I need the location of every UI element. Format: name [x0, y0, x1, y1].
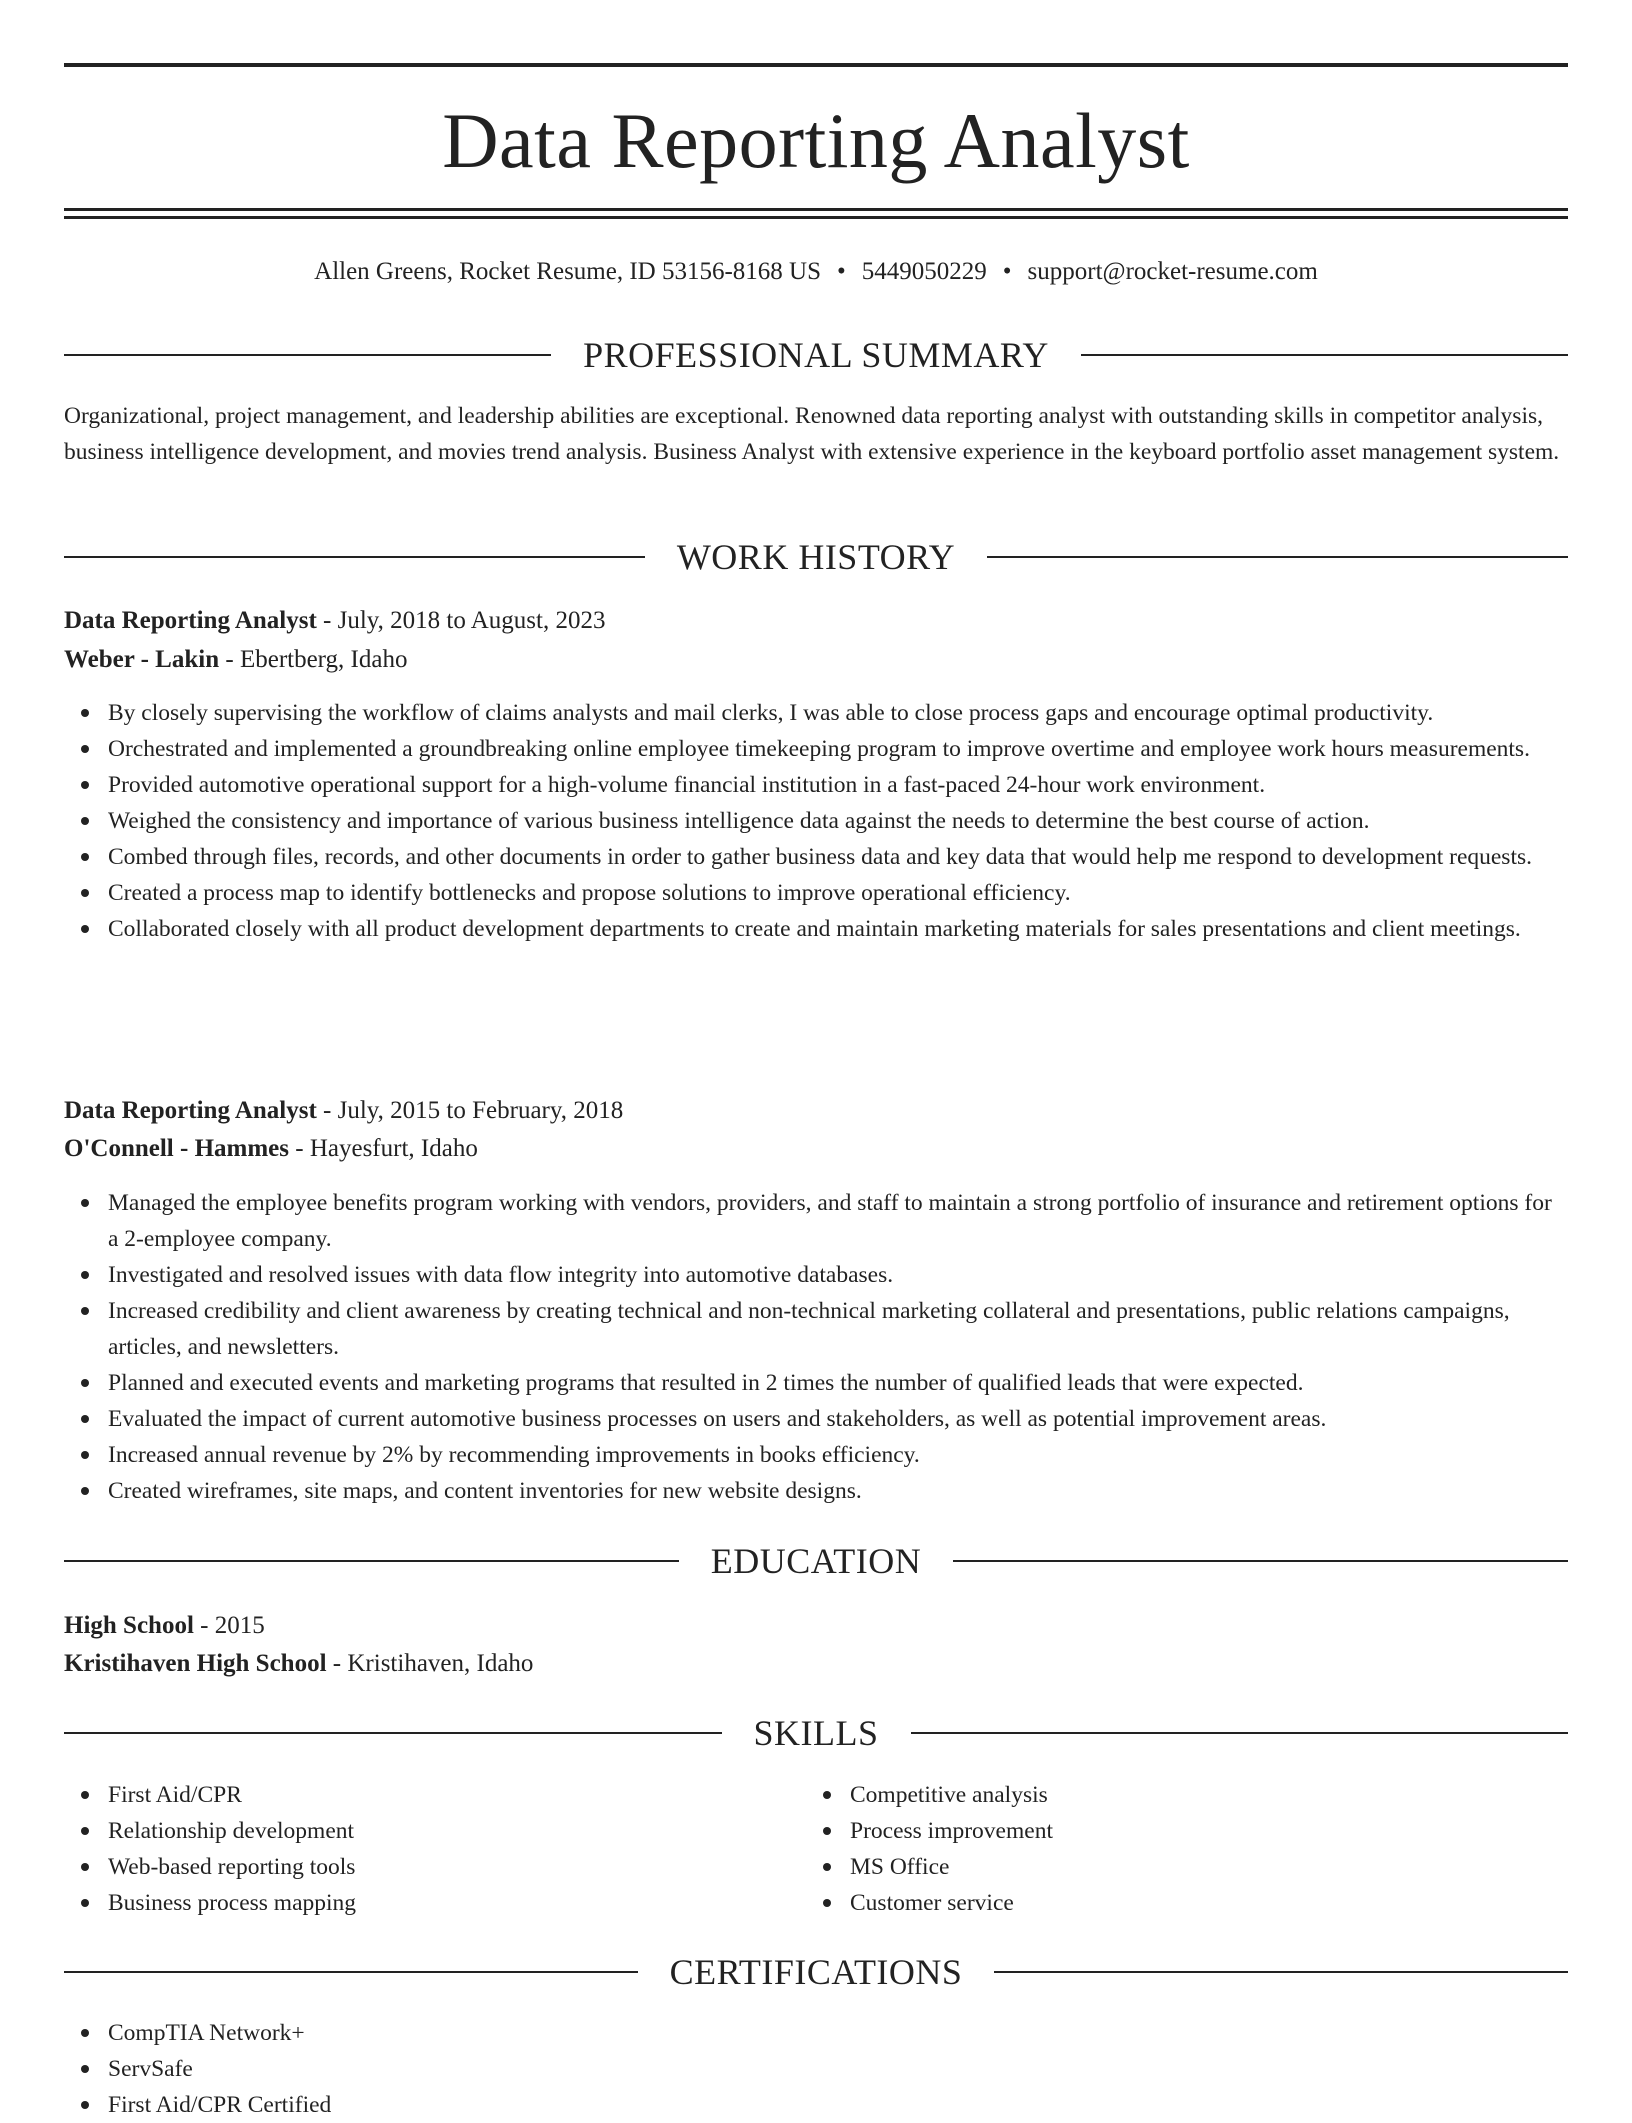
job-bullet: Provided automotive operational support for a high-volume financial institution in a fast-paced 24-hour work environment. [108, 767, 1568, 803]
job-bullet: Evaluated the impact of current automotive business processes on users and stakeholders, as well as potential improvement areas. [108, 1401, 1568, 1437]
section-heading-skills [64, 1711, 1568, 1755]
job-company: O'Connell - Hammes [64, 1135, 289, 1162]
skills-list-right [806, 1777, 1632, 1921]
skill-item: Business process mapping [108, 1885, 1568, 1921]
heading-rule [64, 1732, 722, 1734]
job-title: Data Reporting Analyst [64, 1097, 317, 1124]
job-bullet-list [64, 1185, 1568, 1509]
resume-title: Data Reporting Analyst [442, 97, 1190, 184]
skill-item: Process improvement [850, 1813, 1632, 1849]
job-company-line [64, 1130, 1568, 1168]
job-location: - Ebertberg, Idaho [219, 646, 408, 673]
job-bullet: Created a process map to identify bottlenecks and propose solutions to improve operational efficiency. [108, 875, 1568, 911]
title-rule-upper [64, 208, 1568, 211]
certification-item: CompTIA Network+ [108, 2015, 1568, 2051]
job-bullet: Orchestrated and implemented a groundbreaking online employee timekeeping program to improve overtime and employee work hours measurements. [108, 731, 1568, 767]
job-bullet: Created wireframes, site maps, and content inventories for new website designs. [108, 1473, 1568, 1509]
section-heading-label: WORK HISTORY [676, 537, 956, 577]
heading-rule [64, 1971, 638, 1973]
job-title-line [64, 602, 1568, 640]
job-dates: - July, 2018 to August, 2023 [316, 607, 606, 634]
education-location: - Kristihaven, Idaho [326, 1650, 534, 1677]
contact-address: Allen Greens, Rocket Resume, ID 53156-8168 US [314, 258, 822, 285]
certification-item: First Aid/CPR Certified [108, 2087, 1568, 2123]
job-bullet: Combed through files, records, and other documents in order to gather business data and key data that would help me respond to development requests. [108, 839, 1568, 875]
section-heading-education [64, 1539, 1568, 1583]
heading-rule [64, 1560, 679, 1562]
section-heading-label: EDUCATION [710, 1541, 922, 1581]
job-bullet-list [64, 695, 1568, 947]
section-heading-summary [64, 333, 1568, 377]
job-company-line [64, 641, 1568, 679]
job-dates: - July, 2015 to February, 2018 [316, 1097, 624, 1124]
education-year: - 2015 [193, 1612, 265, 1639]
heading-rule [911, 1732, 1569, 1734]
skill-item: Competitive analysis [850, 1777, 1632, 1813]
section-heading-label: SKILLS [753, 1713, 879, 1753]
contact-phone: 5449050229 [861, 258, 987, 285]
bullet-separator: • [837, 258, 846, 285]
job-bullet: By closely supervising the workflow of claims analysts and mail clerks, I was able to close process gaps and encourage optimal productivity. [108, 695, 1568, 731]
skill-item: Relationship development [108, 1813, 1568, 1849]
job-bullet: Managed the employee benefits program working with vendors, providers, and staff to maintain a strong portfolio of insurance and retirement options for a 2-employee company. [108, 1185, 1568, 1257]
education-degree-line [64, 1607, 1568, 1645]
education-school: Kristihaven High School [64, 1650, 327, 1677]
heading-rule [64, 354, 551, 356]
job-bullet: Weighed the consistency and importance of various business intelligence data against the needs to determine the best course of action. [108, 803, 1568, 839]
section-heading-label: PROFESSIONAL SUMMARY [583, 335, 1049, 375]
job-bullet: Increased credibility and client awareness by creating technical and non-technical marketing collateral and presentations, public relations campaigns, articles, and newsletters. [108, 1293, 1568, 1365]
job-title: Data Reporting Analyst [64, 607, 317, 634]
skill-item: First Aid/CPR [108, 1777, 1568, 1813]
certification-item: ServSafe [108, 2051, 1568, 2087]
skill-item: Customer service [850, 1885, 1632, 1921]
job-bullet: Investigated and resolved issues with data flow integrity into automotive databases. [108, 1257, 1568, 1293]
heading-rule [987, 556, 1568, 558]
job-bullet: Planned and executed events and marketing programs that resulted in 2 times the number of qualified leads that were expected. [108, 1365, 1568, 1401]
bullet-separator: • [1002, 258, 1012, 285]
job-title-line [64, 1092, 1568, 1130]
heading-rule [64, 556, 645, 558]
section-heading-certifications [64, 1950, 1568, 1994]
certifications-list [64, 2015, 1568, 2123]
job-company: Weber - Lakin [64, 646, 220, 673]
title-rule-lower [64, 216, 1568, 219]
section-heading-work-history [64, 535, 1568, 579]
job-bullet: Collaborated closely with all product development departments to create and maintain marketing materials for sales presentations and client meetings. [108, 911, 1568, 947]
job-location: - Hayesfurt, Idaho [289, 1135, 478, 1162]
skill-item: MS Office [850, 1849, 1632, 1885]
summary-text: Organizational, project management, and leadership abilities are exceptional. Renowned data reporting analyst with outstanding skills in competitor analysis, business intelligence development, and movies trend analysis. Business Analyst with extensive experience in the keyboard portfolio asset management system. [64, 403, 1560, 465]
contact-line [64, 252, 1568, 292]
job-bullet: Increased annual revenue by 2% by recommending improvements in books efficiency. [108, 1437, 1568, 1473]
contact-email: support@rocket-resume.com [1027, 258, 1318, 285]
heading-rule [953, 1560, 1568, 1562]
section-heading-label: CERTIFICATIONS [669, 1952, 963, 1992]
heading-rule [1081, 354, 1568, 356]
heading-rule [994, 1971, 1568, 1973]
top-rule [64, 63, 1568, 67]
education-degree: High School [64, 1612, 194, 1639]
education-school-line [64, 1645, 1568, 1683]
skill-item: Web-based reporting tools [108, 1849, 1568, 1885]
